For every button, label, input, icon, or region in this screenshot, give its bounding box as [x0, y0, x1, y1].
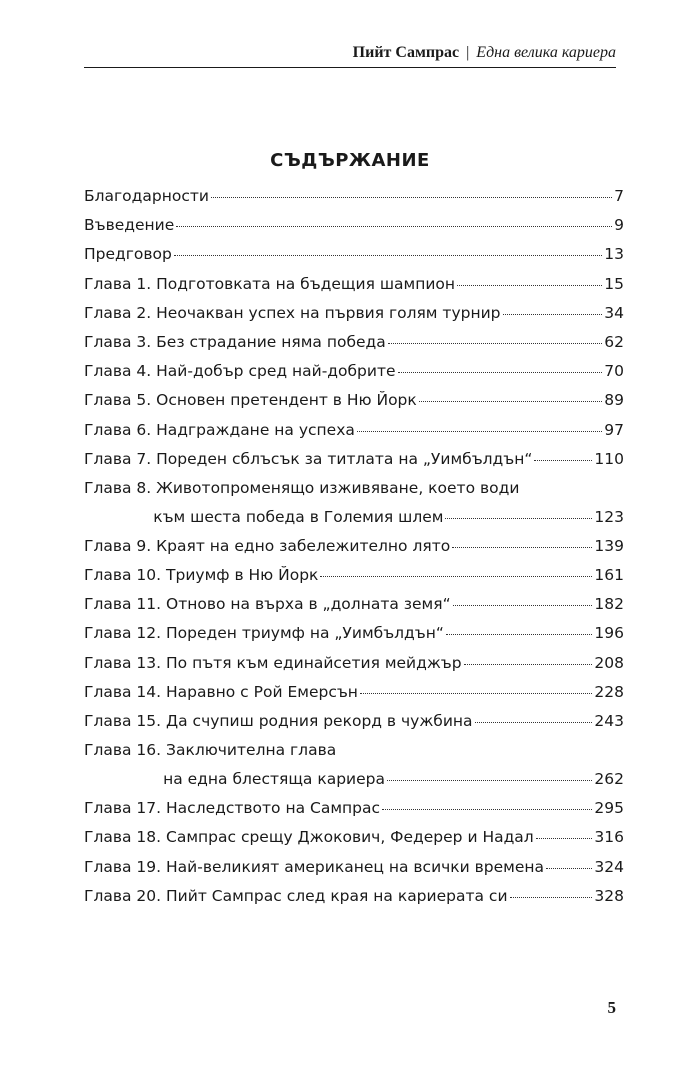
toc-entry-title: Да счупиш родния рекорд в чужбина: [166, 712, 473, 730]
toc-entry-label: [84, 357, 396, 386]
toc-entry-label: [84, 299, 501, 328]
toc-entry-chapter: Глава 14.: [84, 682, 162, 701]
toc-entry-title: Наравно с Рой Емерсън: [166, 682, 358, 701]
toc-entry-chapter: Глава 5.: [84, 391, 152, 410]
toc-entry-title: Наследството на Сампрас: [166, 799, 381, 818]
running-header: [84, 44, 616, 66]
toc-entry-chapter: Глава 20.: [84, 886, 162, 905]
toc-entry-title: Неочакван успех на първия голям турнир: [156, 303, 501, 322]
toc-entry-title: Сампрас срещу Джокович, Федерер и Надал: [166, 828, 534, 847]
toc-entry: [84, 211, 624, 240]
dot-leader: [419, 401, 603, 402]
toc-entry-title: Основен претендент в Ню Йорк: [156, 391, 417, 410]
toc-entry-label: [84, 474, 624, 503]
header-book-title: Една велика кариера: [476, 44, 616, 61]
toc-entry-page: 328: [594, 886, 624, 905]
toc-entry-label: [84, 270, 455, 299]
toc-entry: [84, 619, 624, 648]
header-author: Пийт Сампрас: [352, 44, 460, 61]
dot-leader: [457, 285, 602, 286]
toc-entry-chapter: Глава 19.: [84, 857, 162, 876]
toc-entry: [84, 240, 624, 269]
toc-entry-title: По пътя към единайсетия мейджър: [166, 653, 462, 672]
toc-entry-chapter: Глава 4.: [84, 362, 152, 381]
toc-entry-chapter: Глава 13.: [84, 653, 162, 672]
toc-entry-label: [84, 649, 462, 678]
toc-entry-chapter: Глава 3.: [84, 332, 152, 351]
toc-entry-page: 123: [594, 508, 624, 527]
toc-entry-label: [84, 823, 534, 852]
toc-entry-label: [84, 590, 451, 619]
toc-entry-title: Най-великият американец на всички времена: [166, 857, 545, 876]
toc-entry: [84, 561, 624, 590]
toc-entry-label: [84, 532, 450, 561]
toc-entry: [84, 882, 624, 911]
toc-entry-chapter: Глава 1.: [84, 274, 152, 293]
toc-entry-label: [84, 211, 174, 240]
toc-entry: [84, 532, 624, 561]
toc-entry-title: Подготовката на бъдещия шампион: [156, 274, 456, 293]
toc-entry-title: Животопроменящо изживяване, което води: [156, 478, 520, 497]
dot-leader: [453, 605, 593, 606]
toc-entry-page: 208: [594, 653, 624, 672]
dot-leader: [536, 838, 593, 839]
dot-leader: [445, 518, 592, 519]
dot-leader: [546, 868, 592, 869]
toc-entry-page: 139: [594, 536, 624, 555]
toc-entry-page: 110: [594, 449, 624, 468]
toc-entry: [84, 590, 624, 619]
toc-entry-title: Предговор: [84, 245, 172, 264]
dot-leader: [176, 226, 612, 227]
toc-entry: [84, 649, 624, 678]
toc-entry-label: [84, 619, 444, 648]
toc-entry-chapter: Глава 6.: [84, 420, 152, 439]
toc-entry-title: Заключителна глава: [166, 741, 337, 760]
toc-entry-chapter: Глава 10.: [84, 566, 162, 585]
toc-entry: [84, 794, 624, 823]
toc-entry: [84, 328, 624, 357]
toc-entry-chapter: Глава 12.: [84, 624, 162, 643]
toc-entry: [84, 416, 624, 445]
toc-entry-label: [84, 416, 355, 445]
toc-entry-label: [84, 707, 473, 736]
dot-leader: [387, 780, 592, 781]
toc-entry-label: [84, 678, 358, 707]
header-separator: |: [466, 44, 470, 61]
toc-entry: [84, 386, 624, 415]
toc-entry-page: 228: [594, 682, 624, 701]
dot-leader: [320, 576, 592, 577]
dot-leader: [388, 343, 602, 344]
toc-entry-page: 9: [614, 216, 624, 235]
toc-entry-page: 89: [604, 391, 624, 410]
toc-entry-label: [84, 328, 386, 357]
toc-entry-page: 196: [594, 624, 624, 643]
toc-entry-page: 7: [614, 187, 624, 205]
dot-leader: [510, 897, 593, 898]
page-number: 5: [607, 998, 616, 1017]
dot-leader: [534, 460, 592, 461]
toc-entry-title: Най-добър сред най-добрите: [156, 362, 396, 381]
toc-entry-chapter: Глава 16.: [84, 741, 162, 760]
toc-entry-label: [84, 182, 209, 211]
toc-entry-chapter: Глава 15.: [84, 712, 162, 730]
toc-entry-chapter: Глава 9.: [84, 536, 152, 555]
toc-entry-page: 161: [594, 566, 624, 585]
toc-entry: [84, 474, 624, 532]
dot-leader: [211, 197, 612, 198]
toc-entry: [84, 445, 624, 474]
toc-entry-title: Благодарности: [84, 187, 209, 205]
toc-entry-chapter: Глава 11.: [84, 595, 162, 614]
toc-entry-title-continued: на една блестяща кариера: [163, 770, 385, 789]
toc-entry-chapter: Глава 7.: [84, 449, 152, 468]
toc-entry-label: [84, 882, 508, 911]
dot-leader: [446, 634, 593, 635]
toc-entry-page: 70: [604, 362, 624, 381]
toc-entry-label: [84, 561, 318, 590]
toc-entry-page: 295: [594, 799, 624, 818]
toc-entry: [84, 853, 624, 882]
toc-entry-page: 324: [594, 857, 624, 876]
toc-entry-chapter: Глава 18.: [84, 828, 162, 847]
toc-entry-chapter: Глава 17.: [84, 799, 162, 818]
toc-title: СЪДЪРЖАНИЕ: [270, 150, 430, 171]
toc-entry-title: Пореден триумф на „Уимбълдън“: [166, 624, 444, 643]
toc-entry-page: 262: [594, 770, 624, 789]
toc-entry: [84, 299, 624, 328]
toc-entry-title: Пореден сблъсък за титлата на „Уимбълдън“: [156, 449, 533, 468]
toc-entry-title: Триумф в Ню Йорк: [166, 566, 319, 585]
dot-leader: [398, 372, 603, 373]
toc-entry-title: Краят на едно забележително лято: [156, 536, 451, 555]
toc-entry-page: 62: [604, 332, 624, 351]
toc-entry-chapter: Глава 2.: [84, 303, 152, 322]
toc-entry-page: 97: [604, 420, 624, 439]
toc-entry-page: 243: [594, 712, 624, 730]
dot-leader: [357, 431, 602, 432]
toc-entry-title: Надграждане на успеха: [156, 420, 355, 439]
toc-entry: [84, 357, 624, 386]
toc-entry-page: 15: [604, 274, 624, 293]
header-rule: [84, 67, 616, 68]
toc-entry-title: Отново на върха в „долната земя“: [166, 595, 451, 614]
toc-entry-label: [84, 736, 624, 765]
toc-entry: [84, 707, 624, 736]
dot-leader: [452, 547, 592, 548]
dot-leader: [464, 664, 593, 665]
dot-leader: [382, 809, 592, 810]
toc-entry-title: Без страдание няма победа: [156, 332, 386, 351]
dot-leader: [174, 255, 602, 256]
toc-entry: [84, 182, 624, 211]
dot-leader: [503, 314, 603, 315]
toc-entry-title: Въведение: [84, 216, 175, 235]
toc-entry-title: Пийт Сампрас след края на кариерата си: [166, 886, 508, 905]
dot-leader: [475, 722, 593, 723]
toc-entry: [84, 823, 624, 852]
toc-entry: [84, 736, 624, 794]
toc-entry-label: [84, 794, 380, 823]
toc-entry-page: 34: [604, 303, 624, 322]
toc-entry-title-continued: към шеста победа в Големия шлем: [153, 508, 444, 527]
toc-entry: [84, 270, 624, 299]
toc-entry-label: [84, 853, 544, 882]
table-of-contents: [84, 182, 624, 911]
toc-entry-label: [84, 445, 532, 474]
toc-entry-page: 316: [594, 828, 624, 847]
toc-entry-page: 182: [594, 595, 624, 614]
toc-entry-label: [84, 386, 417, 415]
toc-entry-page: 13: [604, 245, 624, 264]
toc-entry-label: [84, 240, 172, 269]
toc-entry-chapter: Глава 8.: [84, 478, 152, 497]
toc-entry: [84, 678, 624, 707]
dot-leader: [360, 693, 592, 694]
